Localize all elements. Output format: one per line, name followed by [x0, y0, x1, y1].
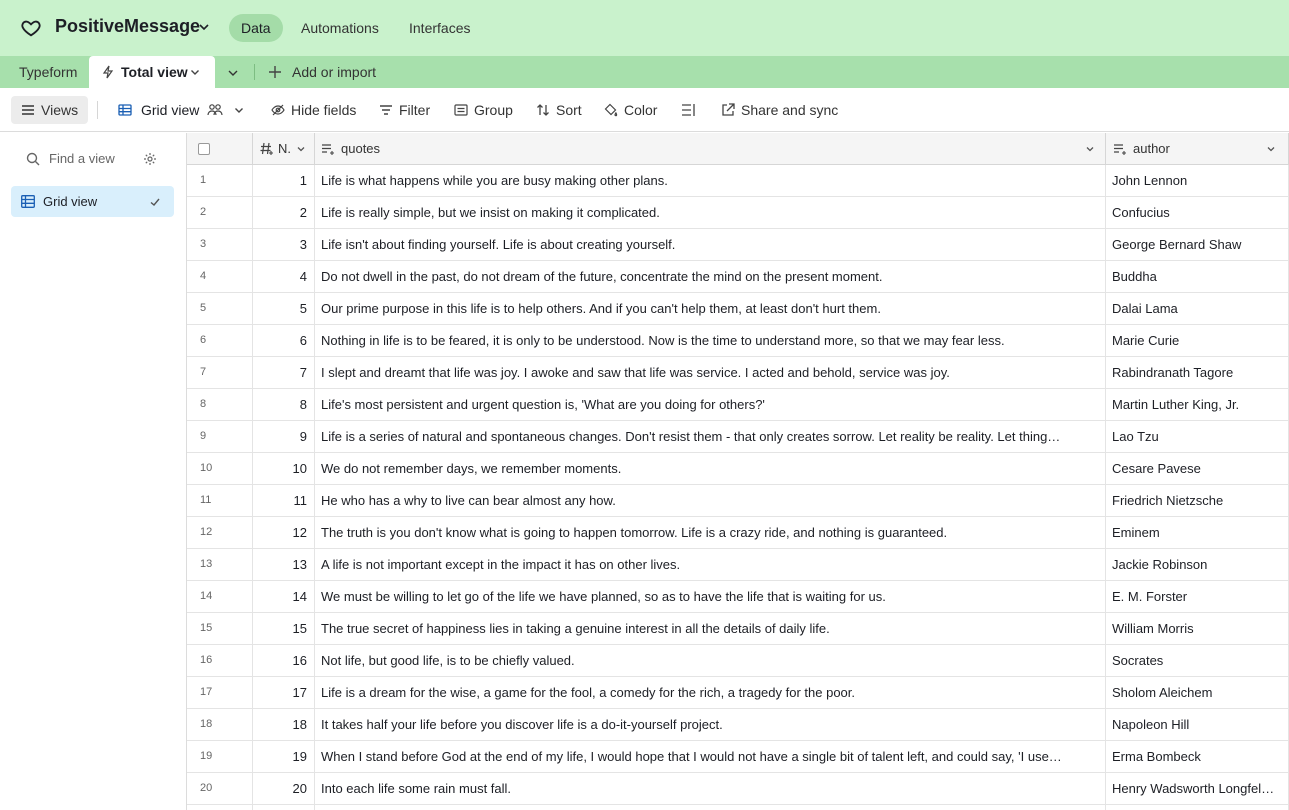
cell-quote[interactable]	[315, 805, 1106, 810]
select-all-cell	[187, 133, 253, 165]
add-or-import-label: Add or import	[292, 64, 377, 80]
cell-n[interactable]: 9	[253, 421, 315, 453]
external-link-icon	[721, 103, 735, 117]
view-toolbar	[0, 88, 1289, 132]
row-number: 3	[187, 229, 253, 261]
table-row[interactable]	[187, 709, 1289, 741]
cell-author[interactable]: Sholom Aleichem	[1106, 677, 1289, 709]
cell-quote[interactable]: Life's most persistent and urgent question is, 'What are you doing for others?'	[315, 389, 1106, 421]
table-row[interactable]	[187, 293, 1289, 325]
cell-quote[interactable]: It takes half your life before you discover life is a do-it-yourself project.	[315, 709, 1106, 741]
cell-author[interactable]: William Morris	[1106, 613, 1289, 645]
select-all-checkbox[interactable]	[198, 143, 210, 155]
cell-n[interactable]: 5	[253, 293, 315, 325]
cell-author[interactable]: Lao Tzu	[1106, 421, 1289, 453]
chevron-down-icon[interactable]	[1085, 144, 1095, 154]
cell-n[interactable]: 11	[253, 485, 315, 517]
cell-quote[interactable]: Life is really simple, but we insist on making it complicated.	[315, 197, 1106, 229]
chevron-down-icon[interactable]	[296, 144, 306, 154]
table-row[interactable]	[187, 197, 1289, 229]
share-and-sync-label: Share and sync	[741, 102, 839, 118]
row-number: 5	[187, 293, 253, 325]
tab-divider	[254, 64, 255, 80]
group-icon	[454, 103, 468, 117]
tab-total-view[interactable]	[89, 56, 215, 89]
find-view-input[interactable]	[26, 151, 115, 167]
cell-n[interactable]: 4	[253, 261, 315, 293]
grid-view-button[interactable]	[118, 98, 199, 122]
group-button[interactable]	[454, 98, 513, 122]
column-header-n[interactable]	[253, 133, 315, 165]
cell-quote[interactable]: Nothing in life is to be feared, it is only to be understood. Now is the time to understand more, so that we may fear less.	[315, 325, 1106, 357]
cell-quote[interactable]: He who has a why to live can bear almost any how.	[315, 485, 1106, 517]
cell-author[interactable]: Buddha	[1106, 261, 1289, 293]
cell-n[interactable]: 8	[253, 389, 315, 421]
row-number: 7	[187, 357, 253, 389]
cell-author[interactable]: Socrates	[1106, 645, 1289, 677]
column-header-author[interactable]	[1106, 133, 1289, 165]
cell-quote[interactable]: Life is what happens while you are busy making other plans.	[315, 165, 1106, 197]
cell-quote[interactable]: We do not remember days, we remember moments.	[315, 453, 1106, 485]
people-icon[interactable]	[207, 103, 223, 117]
cell-author[interactable]: E. M. Forster	[1106, 581, 1289, 613]
filter-icon	[379, 103, 393, 117]
heart-icon[interactable]	[20, 17, 42, 39]
find-view-placeholder: Find a view	[49, 151, 115, 166]
bolt-icon	[101, 65, 115, 79]
cell-quote[interactable]: Not life, but good life, is to be chiefly valued.	[315, 645, 1106, 677]
table-row[interactable]	[187, 421, 1289, 453]
row-number: 15	[187, 613, 253, 645]
views-sidebar	[0, 133, 187, 810]
share-and-sync-button[interactable]	[721, 98, 838, 122]
table-row[interactable]	[187, 517, 1289, 549]
row-number: 18	[187, 709, 253, 741]
column-header-label: quotes	[341, 141, 381, 156]
row-number: 1	[187, 165, 253, 197]
plus-icon	[268, 65, 282, 79]
cell-quote[interactable]: The truth is you don't know what is going to happen tomorrow. Life is a crazy ride, and nothing is guaranteed.	[315, 517, 1106, 549]
cell-quote[interactable]: Life is a series of natural and spontaneous changes. Don't resist them - that only creates sorrow. Let reality be reality. Let thing…	[315, 421, 1106, 453]
data-grid	[187, 133, 1289, 810]
cell-author[interactable]: Confucius	[1106, 197, 1289, 229]
filter-button[interactable]	[379, 98, 430, 122]
table-row-partial[interactable]	[187, 805, 1289, 810]
chevron-down-icon[interactable]	[226, 66, 240, 80]
menu-icon	[21, 103, 35, 117]
sort-label: Sort	[556, 102, 582, 118]
add-or-import-button[interactable]	[268, 56, 376, 88]
cell-author[interactable]: Eminem	[1106, 517, 1289, 549]
table-row[interactable]	[187, 357, 1289, 389]
row-number: 20	[187, 773, 253, 805]
table-row[interactable]	[187, 773, 1289, 805]
row-number: 8	[187, 389, 253, 421]
chevron-down-icon[interactable]	[189, 66, 201, 78]
row-number: 9	[187, 421, 253, 453]
tab-typeform[interactable]: Typeform	[19, 64, 78, 80]
cell-n[interactable]: 17	[253, 677, 315, 709]
cell-n[interactable]: 3	[253, 229, 315, 261]
tab-total-view-label: Total view	[121, 64, 188, 80]
cell-n[interactable]: 6	[253, 325, 315, 357]
cell-n[interactable]: 1	[253, 165, 315, 197]
check-icon	[149, 196, 161, 208]
eye-off-icon	[271, 103, 285, 117]
row-number: 17	[187, 677, 253, 709]
grid-icon	[118, 103, 132, 117]
base-name[interactable]: PositiveMessage	[55, 16, 201, 36]
cell-n[interactable]: 19	[253, 741, 315, 773]
cell-author[interactable]: Martin Luther King, Jr.	[1106, 389, 1289, 421]
row-number: 4	[187, 261, 253, 293]
cell-author[interactable]: Erma Bombeck	[1106, 741, 1289, 773]
table-row[interactable]	[187, 645, 1289, 677]
row-number: 2	[187, 197, 253, 229]
cell-author[interactable]: Dalai Lama	[1106, 293, 1289, 325]
sidebar-item-grid-view[interactable]	[11, 186, 174, 217]
cell-n[interactable]: 20	[253, 773, 315, 805]
row-number: 14	[187, 581, 253, 613]
row-number: 11	[187, 485, 253, 517]
cell-author[interactable]: Henry Wadsworth Longfel…	[1106, 773, 1289, 805]
table-row[interactable]	[187, 549, 1289, 581]
table-row[interactable]	[187, 261, 1289, 293]
nav-data[interactable]: Data	[229, 14, 283, 42]
cell-author[interactable]: George Bernard Shaw	[1106, 229, 1289, 261]
cell-author[interactable]: Jackie Robinson	[1106, 549, 1289, 581]
cell-n[interactable]: 2	[253, 197, 315, 229]
cell-quote[interactable]: We must be willing to let go of the life we have planned, so as to have the life that is waiting for us.	[315, 581, 1106, 613]
number-field-icon	[260, 142, 275, 156]
toolbar-divider	[97, 101, 98, 119]
cell-n[interactable]: 16	[253, 645, 315, 677]
nav-interfaces[interactable]: Interfaces	[409, 20, 471, 36]
cell-n[interactable]: 14	[253, 581, 315, 613]
cell-quote[interactable]: I slept and dreamt that life was joy. I awoke and saw that life was service. I acted and behold, service was joy.	[315, 357, 1106, 389]
cell-author[interactable]: Marie Curie	[1106, 325, 1289, 357]
cell-author[interactable]: Napoleon Hill	[1106, 709, 1289, 741]
grid-view-label: Grid view	[141, 102, 200, 118]
table-row[interactable]	[187, 581, 1289, 613]
cell-quote[interactable]: Life isn't about finding yourself. Life is about creating yourself.	[315, 229, 1106, 261]
cell-author[interactable]: Friedrich Nietzsche	[1106, 485, 1289, 517]
row-number: 12	[187, 517, 253, 549]
cell-n[interactable]: 12	[253, 517, 315, 549]
cell-n[interactable]: 13	[253, 549, 315, 581]
table-row[interactable]	[187, 165, 1289, 197]
nav-automations[interactable]: Automations	[301, 20, 379, 36]
cell-quote[interactable]: Life is a dream for the wise, a game for the fool, a comedy for the rich, a tragedy for the poor.	[315, 677, 1106, 709]
row-number: 19	[187, 741, 253, 773]
row-number: 13	[187, 549, 253, 581]
row-number: 10	[187, 453, 253, 485]
cell-quote[interactable]: A life is not important except in the impact it has on other lives.	[315, 549, 1106, 581]
cell-author[interactable]: John Lennon	[1106, 165, 1289, 197]
cell-quote[interactable]: Do not dwell in the past, do not dream of the future, concentrate the mind on the present moment.	[315, 261, 1106, 293]
table-tabs-bar	[0, 56, 1289, 88]
table-row[interactable]	[187, 325, 1289, 357]
hide-fields-label: Hide fields	[291, 102, 357, 118]
cell-n[interactable]	[253, 805, 315, 810]
row-height-icon[interactable]	[681, 103, 697, 117]
cell-author[interactable]: Cesare Pavese	[1106, 453, 1289, 485]
row-number	[187, 805, 253, 810]
cell-author[interactable]: Rabindranath Tagore	[1106, 357, 1289, 389]
table-row[interactable]	[187, 389, 1289, 421]
top-bar	[0, 0, 1289, 56]
chevron-down-icon[interactable]	[1266, 144, 1276, 154]
long-text-icon	[321, 142, 336, 156]
cell-n[interactable]: 7	[253, 357, 315, 389]
cell-author[interactable]	[1106, 805, 1289, 810]
filter-label: Filter	[399, 102, 431, 118]
views-button[interactable]	[11, 96, 88, 124]
search-icon	[26, 152, 40, 166]
chevron-down-icon[interactable]	[197, 20, 211, 34]
gear-icon[interactable]	[143, 152, 157, 166]
column-header-label: N.	[278, 141, 291, 156]
group-label: Group	[474, 102, 513, 118]
table-row[interactable]	[187, 485, 1289, 517]
hide-fields-button[interactable]	[271, 98, 356, 122]
long-text-icon	[1113, 142, 1128, 156]
sort-button[interactable]	[536, 98, 582, 122]
cell-quote[interactable]: The true secret of happiness lies in taking a genuine interest in all the details of daily life.	[315, 613, 1106, 645]
table-row[interactable]	[187, 229, 1289, 261]
grid-header	[187, 133, 1289, 165]
paint-bucket-icon	[604, 103, 618, 117]
cell-n[interactable]: 10	[253, 453, 315, 485]
color-label: Color	[624, 102, 658, 118]
table-row[interactable]	[187, 677, 1289, 709]
cell-n[interactable]: 18	[253, 709, 315, 741]
views-label: Views	[41, 102, 79, 118]
cell-quote[interactable]: Our prime purpose in this life is to help others. And if you can't help them, at least don't hurt them.	[315, 293, 1106, 325]
column-header-label: author	[1133, 141, 1170, 156]
grid-icon	[21, 195, 35, 208]
table-row[interactable]	[187, 613, 1289, 645]
row-number: 16	[187, 645, 253, 677]
table-row[interactable]	[187, 741, 1289, 773]
cell-n[interactable]: 15	[253, 613, 315, 645]
table-row[interactable]	[187, 453, 1289, 485]
cell-quote[interactable]: When I stand before God at the end of my life, I would hope that I would not have a single bit of talent left, and could say, 'I use…	[315, 741, 1106, 773]
sidebar-item-label: Grid view	[43, 194, 98, 209]
sort-icon	[536, 103, 550, 117]
row-number: 6	[187, 325, 253, 357]
chevron-down-icon[interactable]	[233, 104, 245, 116]
cell-quote[interactable]: Into each life some rain must fall.	[315, 773, 1106, 805]
column-header-quotes[interactable]	[315, 133, 1106, 165]
color-button[interactable]	[604, 98, 657, 122]
